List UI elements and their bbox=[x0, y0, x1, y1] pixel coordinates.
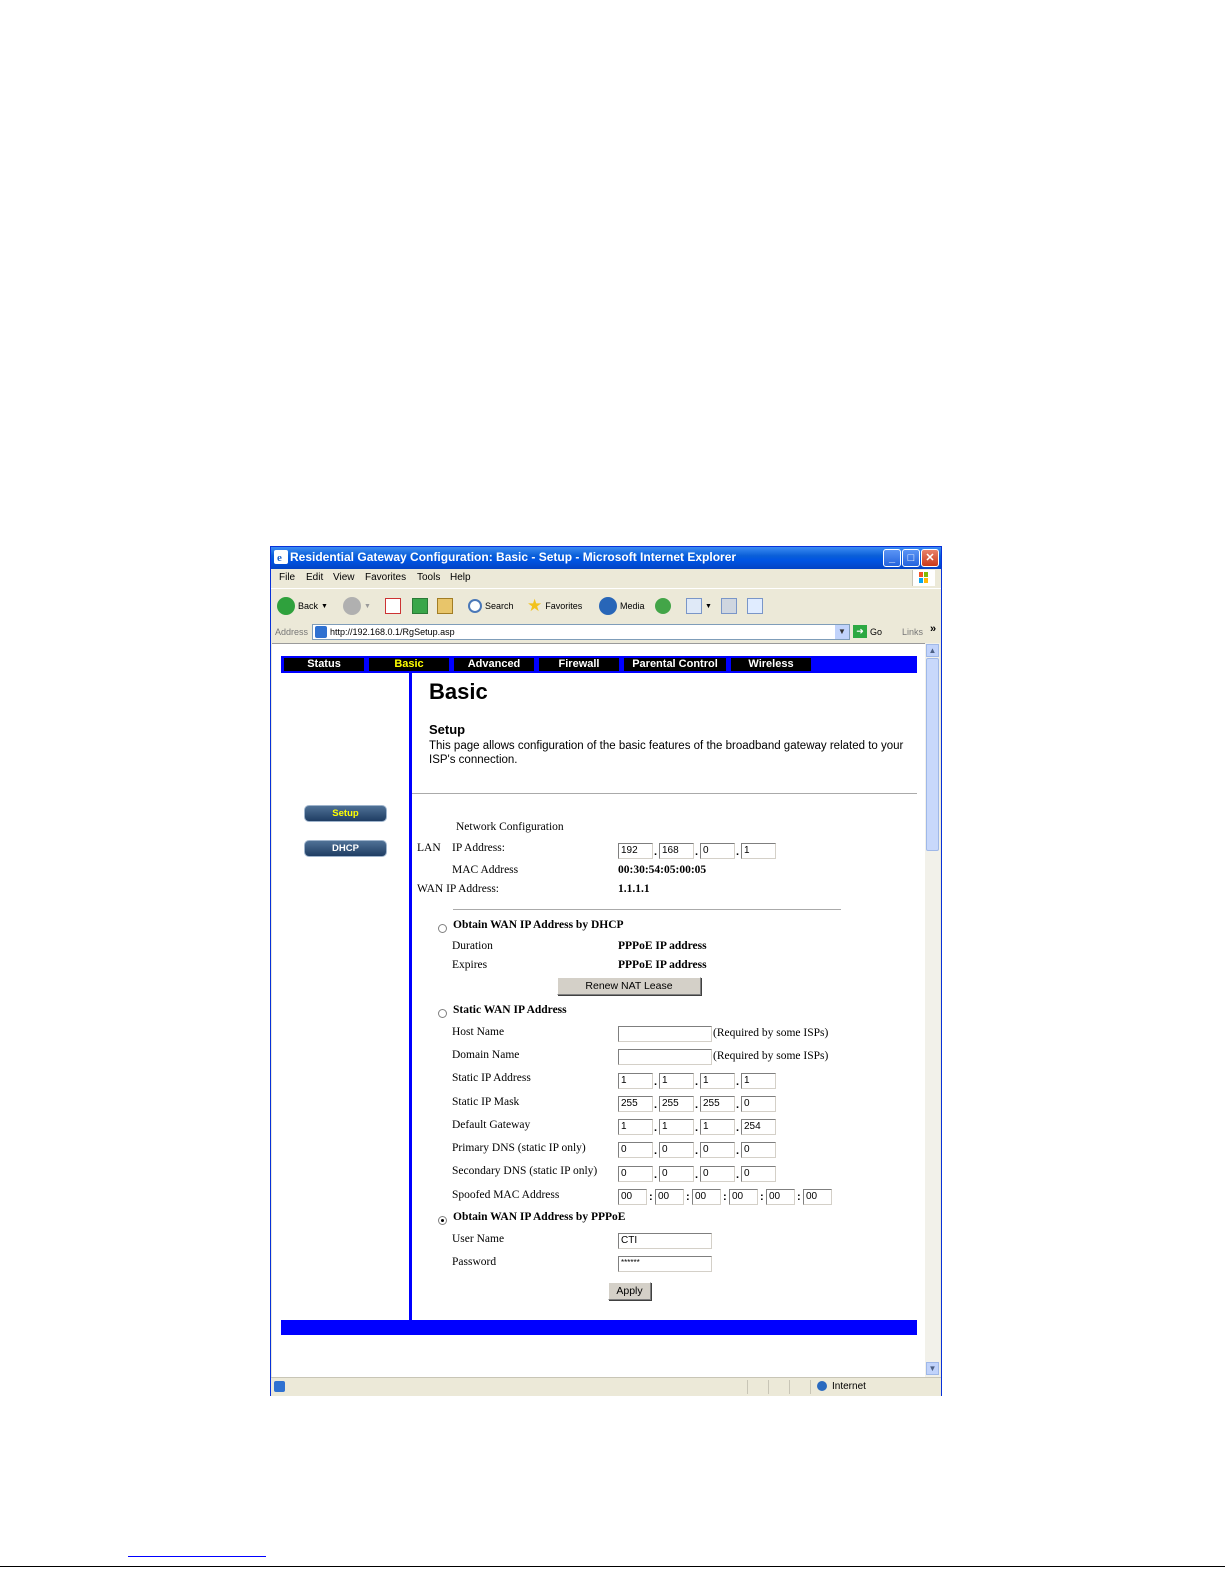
title-bar[interactable] bbox=[271, 547, 941, 569]
gateway-octet-4[interactable]: 254 bbox=[741, 1119, 776, 1135]
address-label: Address bbox=[275, 627, 309, 637]
primary-dns-octet-4[interactable]: 0 bbox=[741, 1142, 776, 1158]
expires-label: Expires bbox=[452, 959, 488, 971]
tab-basic[interactable]: Basic bbox=[369, 658, 449, 671]
scrollbar-thumb[interactable] bbox=[926, 658, 939, 851]
search-icon bbox=[468, 599, 482, 613]
mail-icon bbox=[686, 598, 702, 614]
spoofed-mac-byte-3[interactable]: 00 bbox=[692, 1189, 721, 1205]
ip-separator: . bbox=[736, 1169, 740, 1181]
chevron-down-icon: ▼ bbox=[321, 602, 328, 610]
divider bbox=[412, 793, 917, 794]
gateway-octet-3[interactable]: 1 bbox=[700, 1119, 735, 1135]
chevron-down-icon: ▼ bbox=[705, 602, 712, 610]
static-radio[interactable] bbox=[438, 1009, 447, 1018]
document-footer-link-line bbox=[128, 1556, 266, 1557]
go-arrow-icon: ➜ bbox=[853, 625, 867, 638]
stop-button[interactable] bbox=[385, 596, 401, 616]
favorites-label: Favorites bbox=[545, 601, 583, 611]
menu-view[interactable]: View bbox=[333, 572, 355, 583]
sidebar-item-setup[interactable]: Setup bbox=[304, 805, 387, 822]
toolbar bbox=[271, 588, 941, 624]
ip-separator: . bbox=[736, 1122, 740, 1134]
status-divider bbox=[768, 1380, 769, 1394]
static-option-label: Static WAN IP Address bbox=[453, 1004, 567, 1016]
sidebar-item-dhcp[interactable]: DHCP bbox=[304, 840, 387, 857]
static-ip-octet-4[interactable]: 1 bbox=[741, 1073, 776, 1089]
go-label: Go bbox=[870, 626, 883, 637]
pppoe-option-label: Obtain WAN IP Address by PPPoE bbox=[453, 1211, 626, 1223]
tab-status[interactable]: Status bbox=[284, 658, 364, 671]
ip-separator: . bbox=[736, 1076, 740, 1088]
ip-separator: . bbox=[654, 1169, 658, 1181]
spoofed-mac-byte-6[interactable]: 00 bbox=[803, 1189, 832, 1205]
windows-flag-icon bbox=[912, 570, 935, 586]
lan-ip-label: IP Address: bbox=[452, 842, 505, 854]
status-divider bbox=[789, 1380, 790, 1394]
expires-value: PPPoE IP address bbox=[618, 959, 707, 971]
ip-separator: . bbox=[736, 1099, 740, 1111]
status-divider bbox=[810, 1380, 811, 1394]
ip-separator: . bbox=[654, 1076, 658, 1088]
static-ip-label: Static IP Address bbox=[452, 1072, 531, 1084]
menu-help[interactable]: Help bbox=[450, 572, 471, 583]
chevron-down-icon: ▼ bbox=[364, 602, 371, 610]
close-button[interactable]: ✕ bbox=[921, 549, 939, 567]
page-title: Basic bbox=[429, 679, 488, 704]
divider bbox=[453, 909, 841, 910]
host-name-hint: (Required by some ISPs) bbox=[713, 1027, 829, 1039]
apply-button[interactable]: Apply bbox=[608, 1282, 651, 1300]
ip-separator: . bbox=[695, 846, 699, 858]
wan-ip-label: WAN IP Address: bbox=[417, 883, 499, 895]
page-content bbox=[272, 643, 925, 1378]
secondary-dns-label: Secondary DNS (static IP only) bbox=[452, 1165, 598, 1177]
mac-label: MAC Address bbox=[452, 864, 519, 876]
lan-ip-octet-2[interactable]: 168 bbox=[659, 843, 694, 859]
lan-ip-octet-1[interactable]: 192 bbox=[618, 843, 653, 859]
scroll-up-icon[interactable]: ▲ bbox=[926, 644, 939, 657]
links-label[interactable]: Links bbox=[902, 627, 924, 637]
static-ip-octet-1[interactable]: 1 bbox=[618, 1073, 653, 1089]
spoofed-mac-byte-1[interactable]: 00 bbox=[618, 1189, 647, 1205]
domain-name-input[interactable] bbox=[618, 1049, 712, 1065]
tab-advanced[interactable]: Advanced bbox=[454, 658, 534, 671]
status-bar bbox=[271, 1377, 941, 1396]
wan-ip-value: 1.1.1.1 bbox=[618, 883, 650, 895]
section-title: Setup bbox=[429, 722, 466, 737]
back-button[interactable] bbox=[277, 596, 328, 616]
vertical-scrollbar[interactable] bbox=[925, 643, 940, 1377]
duration-label: Duration bbox=[452, 940, 493, 952]
back-arrow-icon bbox=[277, 597, 295, 615]
footer-bar bbox=[281, 1320, 917, 1335]
history-button[interactable] bbox=[655, 596, 671, 616]
ip-separator: . bbox=[654, 1099, 658, 1111]
ie-icon bbox=[274, 550, 288, 564]
print-icon bbox=[721, 598, 737, 614]
page-status-icon bbox=[274, 1381, 285, 1392]
primary-dns-octet-2[interactable]: 0 bbox=[659, 1142, 694, 1158]
ip-separator: . bbox=[695, 1099, 699, 1111]
favorites-button[interactable] bbox=[527, 596, 582, 616]
refresh-button[interactable] bbox=[412, 596, 428, 616]
search-button[interactable] bbox=[468, 596, 514, 616]
maximize-button[interactable]: □ bbox=[902, 549, 920, 567]
static-mask-label: Static IP Mask bbox=[452, 1096, 520, 1108]
ip-separator: . bbox=[654, 846, 658, 858]
nav-bar bbox=[281, 656, 917, 673]
internet-zone-icon bbox=[817, 1381, 827, 1391]
renew-nat-lease-button[interactable]: Renew NAT Lease bbox=[557, 977, 701, 995]
media-icon bbox=[599, 597, 617, 615]
ip-separator: . bbox=[736, 846, 740, 858]
spoofed-mac-label: Spoofed MAC Address bbox=[452, 1189, 560, 1201]
ip-separator: . bbox=[736, 1145, 740, 1157]
tab-firewall[interactable]: Firewall bbox=[539, 658, 619, 671]
menu-tools[interactable]: Tools bbox=[417, 572, 441, 583]
ip-separator: . bbox=[695, 1145, 699, 1157]
ip-separator: . bbox=[654, 1122, 658, 1134]
ip-separator: . bbox=[654, 1145, 658, 1157]
menu-file[interactable]: File bbox=[279, 572, 296, 583]
domain-name-hint: (Required by some ISPs) bbox=[713, 1050, 829, 1062]
lan-label: LAN bbox=[417, 842, 441, 854]
minimize-button[interactable]: _ bbox=[883, 549, 901, 567]
history-icon bbox=[655, 598, 671, 614]
ip-separator: . bbox=[695, 1169, 699, 1181]
lan-ip-octet-4[interactable]: 1 bbox=[741, 843, 776, 859]
static-mask-octet-1[interactable]: 255 bbox=[618, 1096, 653, 1112]
star-icon: ★ bbox=[527, 596, 543, 615]
gateway-octet-1[interactable]: 1 bbox=[618, 1119, 653, 1135]
network-config-heading: Network Configuration bbox=[456, 821, 564, 833]
tab-wireless[interactable]: Wireless bbox=[731, 658, 811, 671]
back-label: Back bbox=[298, 601, 319, 611]
menu-bar bbox=[271, 569, 941, 587]
default-gateway-label: Default Gateway bbox=[452, 1119, 531, 1131]
static-ip-octet-3[interactable]: 1 bbox=[700, 1073, 735, 1089]
document-footer-rule bbox=[0, 1566, 1225, 1567]
address-url: http://192.168.0.1/RgSetup.asp bbox=[330, 627, 455, 637]
secondary-dns-octet-3[interactable]: 0 bbox=[700, 1166, 735, 1182]
ip-separator: . bbox=[695, 1076, 699, 1088]
mail-button[interactable] bbox=[686, 596, 712, 616]
spoofed-mac-byte-4[interactable]: 00 bbox=[729, 1189, 758, 1205]
gateway-octet-2[interactable]: 1 bbox=[659, 1119, 694, 1135]
svg-text:e: e bbox=[277, 552, 282, 564]
spoofed-mac-byte-2[interactable]: 00 bbox=[655, 1189, 684, 1205]
edit-button[interactable] bbox=[747, 596, 763, 616]
user-name-label: User Name bbox=[452, 1233, 505, 1245]
ip-separator: . bbox=[695, 1122, 699, 1134]
pppoe-radio[interactable] bbox=[438, 1216, 447, 1225]
page-description: This page allows configuration of the basic features of the broadband gateway related to your ISP's connection. bbox=[429, 740, 904, 766]
home-button[interactable] bbox=[437, 596, 453, 616]
lan-ip-octet-3[interactable]: 0 bbox=[700, 843, 735, 859]
static-mask-octet-2[interactable]: 255 bbox=[659, 1096, 694, 1112]
static-mask-octet-3[interactable]: 255 bbox=[700, 1096, 735, 1112]
tab-parental-control[interactable]: Parental Control bbox=[624, 658, 726, 671]
print-button[interactable] bbox=[721, 596, 737, 616]
secondary-dns-octet-2[interactable]: 0 bbox=[659, 1166, 694, 1182]
primary-dns-octet-1[interactable]: 0 bbox=[618, 1142, 653, 1158]
forward-arrow-icon bbox=[343, 597, 361, 615]
browser-window bbox=[270, 546, 942, 1396]
primary-dns-octet-3[interactable]: 0 bbox=[700, 1142, 735, 1158]
menu-edit[interactable]: Edit bbox=[306, 572, 324, 583]
address-input[interactable] bbox=[312, 624, 850, 640]
dhcp-radio[interactable] bbox=[438, 924, 447, 933]
mac-separator: : bbox=[797, 1191, 801, 1203]
password-label: Password bbox=[452, 1256, 497, 1268]
search-label: Search bbox=[485, 601, 514, 611]
go-button[interactable] bbox=[853, 625, 882, 638]
edit-page-icon bbox=[747, 598, 763, 614]
media-button[interactable] bbox=[599, 596, 645, 616]
host-name-input[interactable] bbox=[618, 1026, 712, 1042]
address-bar bbox=[271, 623, 941, 643]
refresh-icon bbox=[412, 598, 428, 614]
domain-name-label: Domain Name bbox=[452, 1049, 520, 1061]
user-name-input[interactable]: CTI bbox=[618, 1233, 712, 1249]
mac-separator: : bbox=[723, 1191, 727, 1203]
window-title: Residential Gateway Configuration: Basic - Setup - Microsoft Internet Explorer bbox=[290, 550, 737, 564]
chevron-down-icon[interactable]: ▼ bbox=[835, 625, 849, 639]
mac-separator: : bbox=[649, 1191, 653, 1203]
static-mask-octet-4[interactable]: 0 bbox=[741, 1096, 776, 1112]
mac-separator: : bbox=[686, 1191, 690, 1203]
chevron-right-icon[interactable]: » bbox=[930, 623, 937, 635]
scroll-down-icon[interactable]: ▼ bbox=[926, 1362, 939, 1375]
duration-value: PPPoE IP address bbox=[618, 940, 707, 952]
stop-icon bbox=[385, 598, 401, 614]
status-divider bbox=[747, 1380, 748, 1394]
spoofed-mac-byte-5[interactable]: 00 bbox=[766, 1189, 795, 1205]
primary-dns-label: Primary DNS (static IP only) bbox=[452, 1142, 586, 1154]
media-label: Media bbox=[620, 601, 645, 611]
page-icon bbox=[315, 626, 327, 638]
mac-value: 00:30:54:05:00:05 bbox=[618, 864, 707, 876]
host-name-label: Host Name bbox=[452, 1026, 505, 1038]
security-zone-label: Internet bbox=[832, 1381, 866, 1392]
sidebar-divider bbox=[409, 673, 412, 1323]
secondary-dns-octet-4[interactable]: 0 bbox=[741, 1166, 776, 1182]
forward-button[interactable] bbox=[343, 596, 371, 616]
menu-favorites[interactable]: Favorites bbox=[365, 572, 407, 583]
secondary-dns-octet-1[interactable]: 0 bbox=[618, 1166, 653, 1182]
dhcp-option-label: Obtain WAN IP Address by DHCP bbox=[453, 919, 624, 931]
home-icon bbox=[437, 598, 453, 614]
password-input[interactable]: ****** bbox=[618, 1256, 712, 1272]
mac-separator: : bbox=[760, 1191, 764, 1203]
static-ip-octet-2[interactable]: 1 bbox=[659, 1073, 694, 1089]
